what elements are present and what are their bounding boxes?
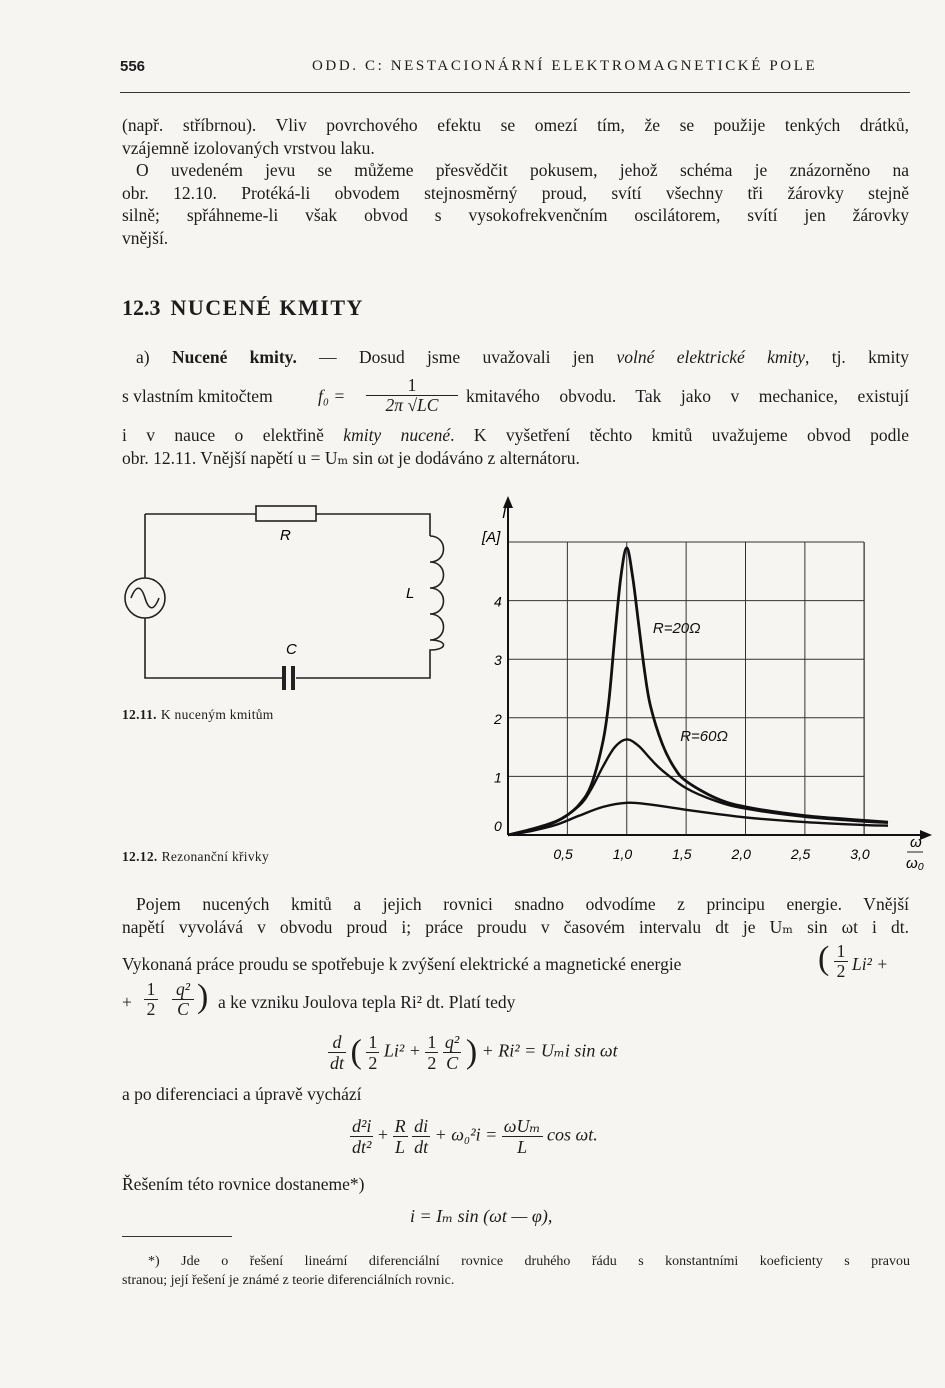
section-heading <box>122 295 364 321</box>
y-tick-label: 2 <box>494 710 502 727</box>
fraction <box>144 980 158 1019</box>
paragraph-b <box>122 893 909 938</box>
paragraph-a <box>122 346 909 369</box>
text-run: Li² + <box>852 954 889 974</box>
figure-caption-1211 <box>122 707 274 723</box>
text-line: Pojem nucených kmitů a jejich rovnici snadno odvodíme z principu energie. Vnější <box>136 894 909 914</box>
figure-caption-1212 <box>122 849 269 865</box>
series-annotation: R=60Ω <box>680 728 728 746</box>
paren: ( <box>350 1033 362 1071</box>
term: + ω₀²i = <box>434 1124 498 1145</box>
fraction <box>502 1116 543 1157</box>
x-axis-label-num: ω <box>910 834 922 851</box>
page-number: 556 <box>120 58 146 75</box>
section-number: 12.3 <box>122 295 161 320</box>
y-tick-label: 4 <box>494 593 502 610</box>
footnote-line: stranou; její řešení je známé z teorie diferenciálních rovnic. <box>122 1273 455 1288</box>
fraction-denominator: L <box>395 1137 406 1157</box>
section-title: NUCENÉ KMITY <box>170 295 364 320</box>
text-run: a) <box>136 347 172 367</box>
x-tick-label: 1,0 <box>612 846 633 862</box>
italic-run: volné elektrické kmity <box>616 347 805 367</box>
paren: ( <box>818 940 830 977</box>
x-tick-label: 2,0 <box>731 846 751 862</box>
fraction <box>328 1032 346 1073</box>
series-annotation: R=20Ω <box>652 619 701 637</box>
y-tick-label: 3 <box>494 652 502 669</box>
footnote <box>122 1252 910 1290</box>
term: Li² + <box>383 1040 421 1061</box>
text-run: + <box>122 992 132 1012</box>
y-tick-label: 0 <box>494 818 502 834</box>
text-run: Vykonaná práce proudu se spotřebuje k zvýšení elektrické a magnetické energie <box>122 954 682 974</box>
fraction-numerator: 1 <box>427 1032 437 1052</box>
footnote-rule <box>122 1236 232 1237</box>
text-line: obr. 12.10. Protéká-li obvodem stejnosměrný proud, svítí všechny tři žárovky stejně <box>122 182 909 203</box>
fraction <box>425 1032 438 1073</box>
fraction-numerator: 1 <box>834 942 848 962</box>
x-axis-arrow <box>920 830 932 840</box>
paren: ) <box>465 1033 478 1071</box>
footnote-line: *) Jde o řešení lineární diferenciální rovnice druhého řádu s konstantními koeficienty s pravou <box>148 1254 910 1269</box>
f0-symbol: f₀ = <box>318 386 346 406</box>
chart-annotations <box>653 620 728 745</box>
text-line: vzájemně izolovaných vrstvou laku. <box>122 137 375 158</box>
formula-line <box>122 376 909 424</box>
fraction-denominator: dt <box>330 1053 345 1073</box>
chart-grid <box>508 542 864 835</box>
running-title: ODD. C: NESTACIONÁRNÍ ELEKTROMAGNETICKÉ POLE <box>312 58 818 74</box>
text-run: . K vyšetření těchto kmitů uvažujeme obvod podle <box>450 425 909 445</box>
fraction <box>834 942 848 981</box>
fraction-denominator: 2 <box>368 1053 378 1073</box>
term: + <box>377 1124 389 1145</box>
fraction-numerator: d²i <box>352 1116 372 1136</box>
fraction-numerator: 1 <box>366 376 458 396</box>
inductor <box>296 536 444 678</box>
x-axis-label-den: ω₀ <box>906 855 925 872</box>
fraction-numerator: d <box>328 1032 346 1053</box>
text-line: (např. stříbrnou). Vliv povrchového efektu se omezí tím, že se použije tenkých drátků, <box>122 115 909 135</box>
fraction-denominator: 2 <box>836 961 846 981</box>
fraction <box>393 1116 408 1157</box>
caption-number: 12.11. <box>122 707 157 722</box>
text-run: i v nauce o elektřině <box>122 425 344 445</box>
text-line: a po diferenciaci a úpravě vychází <box>122 1084 362 1104</box>
x-tick-label: 0,5 <box>553 846 573 862</box>
label-L: L <box>406 585 415 602</box>
resistor <box>256 506 316 521</box>
circuit-diagram <box>110 500 460 700</box>
italic-run: kmity nucené <box>343 425 451 445</box>
fraction-numerator: q² <box>444 1032 460 1052</box>
bold-run: Nucené kmity. <box>171 347 297 367</box>
header-rule <box>120 92 910 93</box>
y-axis-label: I <box>502 505 507 522</box>
term: cos ωt. <box>547 1124 598 1145</box>
text-line: silně; spřáhneme-li však obvod s vysokofrekvenčním oscilátorem, svítí jen žárovky <box>122 205 909 225</box>
x-tick-label: 2,5 <box>790 846 811 862</box>
text-line: vnější. <box>122 227 169 248</box>
chart-series <box>508 548 888 835</box>
fraction <box>350 1116 373 1157</box>
fraction-numerator: R <box>394 1116 406 1136</box>
fraction-numerator: 1 <box>144 980 158 1000</box>
label-R: R <box>280 527 291 544</box>
intro-paragraph <box>122 114 909 249</box>
fraction-denominator: L <box>517 1137 528 1157</box>
fraction-denominator: 2 <box>146 999 156 1019</box>
f0-fraction <box>366 376 458 415</box>
y-axis-unit: [A] <box>482 529 501 546</box>
fraction <box>366 1032 379 1073</box>
equation-solution: i = Iₘ sin (ωt — φ), <box>410 1206 553 1226</box>
text-run: kmitavého obvodu. Tak jako v mechanice, existují <box>466 386 909 406</box>
paragraph-a-cont <box>122 424 909 469</box>
fraction <box>443 1032 461 1073</box>
fraction-denominator: dt <box>414 1137 429 1157</box>
term: + Ri² = Uₘi sin ωt <box>481 1040 618 1061</box>
fraction-numerator: q² <box>172 980 194 1000</box>
energy-line-2 <box>122 980 909 1024</box>
caption-text: K nuceným kmitům <box>160 707 274 722</box>
equation-energy <box>328 1032 618 1073</box>
text-run: a ke vzniku Joulova tepla Ri² dt. Platí tedy <box>218 992 516 1012</box>
circuit-wire <box>145 514 284 678</box>
fraction <box>412 1116 430 1157</box>
paren: ) <box>197 978 209 1015</box>
fraction-numerator: 1 <box>368 1032 378 1052</box>
y-tick-label: 1 <box>494 769 502 786</box>
fraction-numerator: di <box>414 1116 429 1136</box>
energy-line <box>122 942 909 982</box>
text-run: , tj. kmity <box>805 347 909 367</box>
capacitor <box>284 666 293 690</box>
fraction-denominator: dt² <box>352 1137 372 1157</box>
text-run: — Dosud jsme uvažovali jen <box>296 347 617 367</box>
fraction-denominator: C <box>177 999 189 1019</box>
equation-differential <box>350 1116 598 1157</box>
fraction-denominator: 2 <box>427 1053 437 1073</box>
text-line <box>122 424 909 447</box>
label-C: C <box>286 641 297 658</box>
series-line-1 <box>508 548 888 835</box>
caption-number: 12.12. <box>122 849 158 864</box>
resonance-chart <box>470 490 940 880</box>
x-tick-label: 3,0 <box>850 846 870 862</box>
text-line: Řešením této rovnice dostaneme*) <box>122 1174 365 1194</box>
text-run: s vlastním kmitočtem <box>122 386 273 406</box>
fraction-denominator: C <box>446 1053 459 1073</box>
sine-glyph <box>131 588 159 608</box>
text-line <box>122 346 909 369</box>
fraction-numerator: ωUₘ <box>503 1116 541 1136</box>
text-line: napětí vyvolává v obvodu proud i; práce proudu v časovém intervalu dt je Uₘ sin ωt i dt. <box>122 916 909 937</box>
text-line: O uvedeném jevu se můžeme přesvědčit pokusem, jehož schéma je znázorněno na <box>136 160 909 180</box>
fraction <box>172 980 194 1019</box>
x-tick-label: 1,5 <box>672 846 692 862</box>
caption-text: Rezonanční křivky <box>161 849 270 864</box>
text-line: obr. 12.11. Vnější napětí u = Uₘ sin ωt je dodáváno z alternátoru. <box>122 447 580 468</box>
fraction-denominator: 2π √LC <box>385 395 439 415</box>
